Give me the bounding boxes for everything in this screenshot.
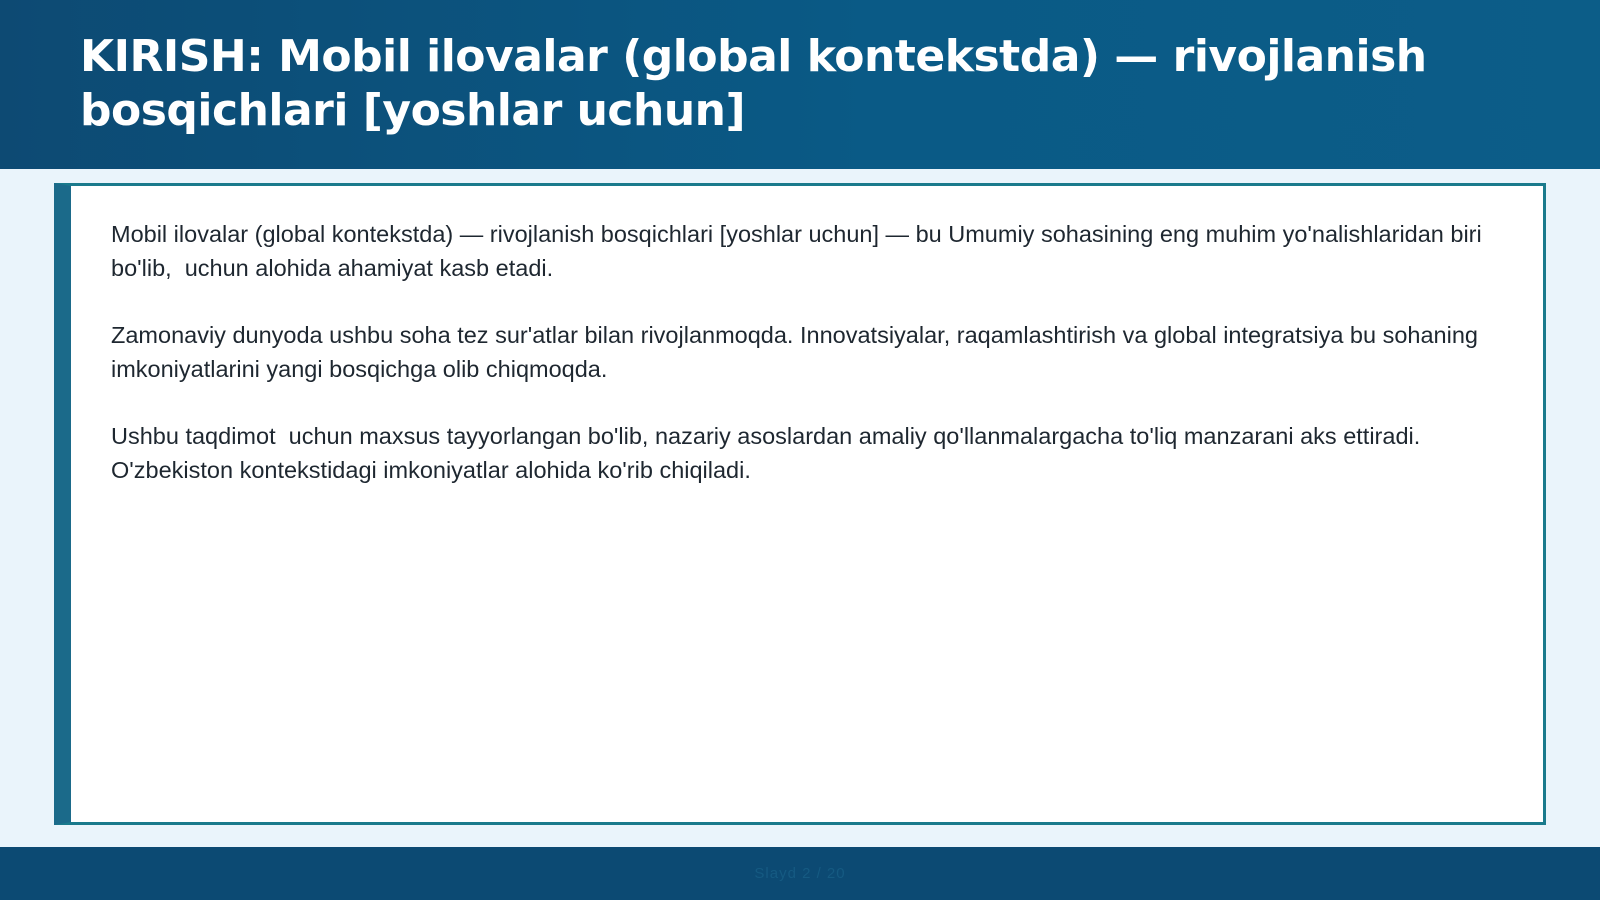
intro-paragraph: Mobil ilovalar (global kontekstda) — rivojlanish bosqichlari [yoshlar uchun] — bu Umumiy sohasining eng muhim yo'nalishlaridan biri bo'lib, uchun alohida ahamiyat kasb etadi. [111,221,1489,281]
slide-footer [0,847,1600,900]
presentation-paragraph: Ushbu taqdimot uchun maxsus tayyorlangan bo'lib, nazariy asoslardan amaliy qo'llanmalargacha to'liq manzarani aks ettiradi. O'zbekiston kontekstidagi imkoniyatlar alohida ko'rib chiqiladi. [111,423,1427,483]
slide-title: KIRISH: Mobil ilovalar (global kontekstda) — rivojlanish bosqichlari [yoshlar uchun] [80,31,1427,136]
slide-number: Slayd 2 / 20 [754,865,846,882]
content-card [54,183,1546,825]
slide-header [0,0,1600,169]
development-paragraph: Zamonaviy dunyoda ushbu soha tez sur'atlar bilan rivojlanmoqda. Innovatsiyalar, raqamlashtirish va global integratsiya bu sohaning imkoniyatlarini yangi bosqichga olib chiqmoqda. [111,322,1485,382]
